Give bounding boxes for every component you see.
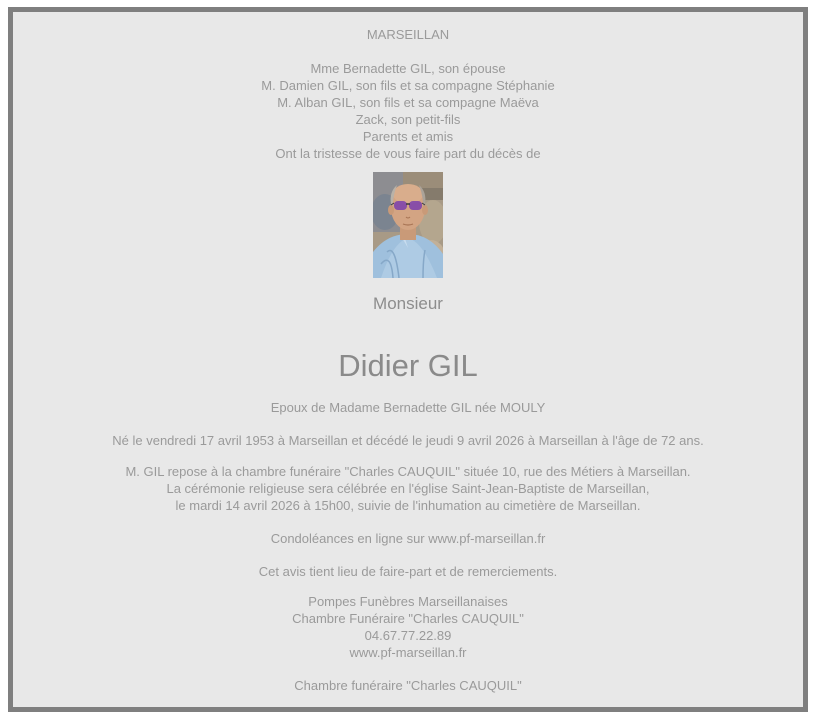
family-line: Zack, son petit-fils [355,112,461,127]
family-line: Parents et amis [362,129,454,144]
location-heading: MARSEILLAN [366,27,450,42]
family-line: Ont la tristesse de vous faire part du décès de [275,146,541,161]
family-lines [13,60,803,162]
funeral-home-name: Pompes Funèbres Marseillanaises [308,594,508,609]
ceremony-line: M. GIL repose à la chambre funéraire "Charles CAUQUIL" située 10, rue des Métiers à Marseillan. [125,464,691,479]
ceremony-details [13,463,803,514]
obituary-card [8,7,808,712]
footer-chamber-line: Chambre funéraire "Charles CAUQUIL" [294,678,522,693]
family-line: M. Damien GIL, son fils et sa compagne Stéphanie [261,78,555,93]
condolences-line: Condoléances en ligne sur www.pf-marseillan.fr [270,531,546,546]
ceremony-line: le mardi 14 avril 2026 à 15h00, suivie de l'inhumation au cimetière de Marseillan. [175,498,641,513]
funeral-home-website: www.pf-marseillan.fr [349,645,467,660]
spouse-line: Epoux de Madame Bernadette GIL née MOULY [270,400,546,415]
life-dates-line: Né le vendredi 17 avril 1953 à Marseillan et décédé le jeudi 9 avril 2026 à Marseillan à l'âge de 72 ans. [112,433,704,448]
faire-part-line: Cet avis tient lieu de faire-part et de remerciements. [258,564,558,579]
ceremony-line: La cérémonie religieuse sera célébrée en l'église Saint-Jean-Baptiste de Marseillan, [166,481,650,496]
funeral-home-phone: 04.67.77.22.89 [364,628,452,643]
funeral-home-block [13,593,803,661]
civility-label: Monsieur [373,294,443,313]
family-line: Mme Bernadette GIL, son épouse [310,61,506,76]
portrait-photo-image [373,172,443,278]
funeral-home-chamber: Chambre Funéraire "Charles CAUQUIL" [292,611,524,626]
portrait-photo [13,172,803,278]
family-line: M. Alban GIL, son fils et sa compagne Maëva [277,95,539,110]
deceased-name: Didier GIL [338,348,478,383]
